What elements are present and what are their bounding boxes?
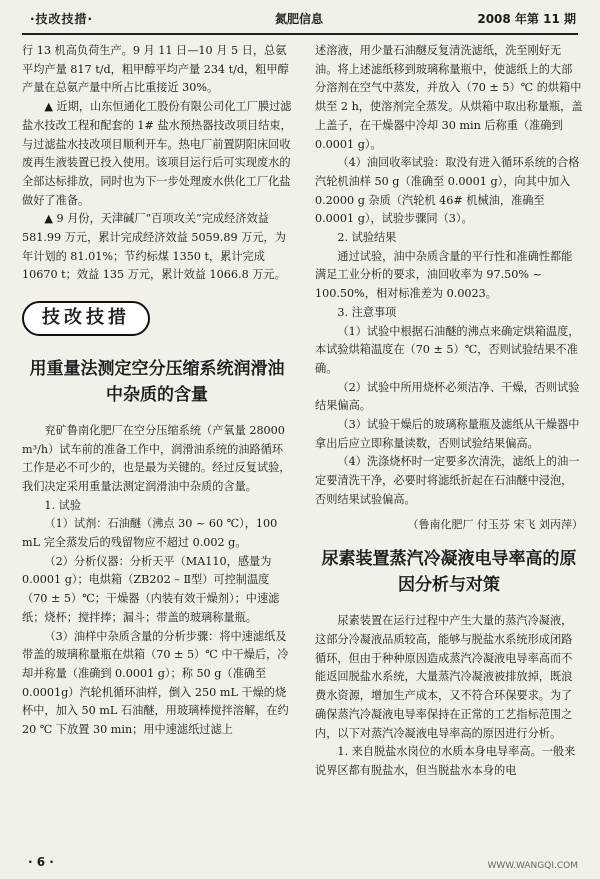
section-banner: 技改技措 [22, 301, 150, 336]
paragraph: 通过试验，油中杂质含量的平行性和准确性都能满足工业分析的要求，油回收率为 97.50% ~ 100.50%，相对标准差为 0.0023。 [315, 249, 573, 301]
subheading: 2. 试验结果 [337, 231, 397, 245]
header-section-label: ·技改技措· [30, 12, 94, 26]
header-journal-title: 氮肥信息 [275, 12, 324, 26]
header-divider [22, 33, 578, 35]
paragraph: 行 13 机高负荷生产。9 月 11 日—10 月 5 日，总氨平均产量 817 t/d，粗甲醇平均产量 234 t/d，粗甲醇产量在总氨产量中所占比重接近 30%。 [22, 44, 289, 95]
paragraph: （1）试剂：石油醚（沸点 30 ~ 60 ℃），100 mL 完全蒸发后的残留物应不超过 0.002 g。 [22, 517, 278, 550]
news-item: ▲ 9 月份，天津碱厂“百项攻关”完成经济效益 581.99 万元，累计完成经济效益 5059.89 万元，为年计划的 81.01%；节约标煤 1350 t，累计完成 10670 t；效益 135 万元，累计效益 1066.8 万元。 [22, 212, 286, 282]
author-credit: （鲁南化肥厂 付玉芬 宋飞 刘丙萍） [407, 517, 583, 531]
paragraph: 尿素装置在运行过程中产生大量的蒸汽冷凝液，这部分冷凝液品质较高，能够与脱盐水系统形成闭路循环，但由于种种原因造成蒸汽冷凝液电导率高而不能返回脱盐水系统，大量蒸汽冷凝液被排放掉，既浪费水资源，增加生产成本，又不符合环保要求。为了确保蒸汽冷凝液电导率保持在正常的工艺指标范围之内，以下对蒸汽冷凝液电导率高的原因进行分析。 [315, 614, 573, 740]
paragraph: 兖矿鲁南化肥厂在空分压缩系统（产氧量 28000 m³/h）试车前的准备工作中，润滑油系统的油路循环工作是必不可少的，也是最为关键的。经过反复试验，我们决定采用重量法测定润滑油中杂质的含量。 [22, 423, 291, 493]
paragraph: （4）油回收率试验：取没有进入循环系统的合格汽轮机油样 50 g（准确至 0.0001 g），向其中加入 0.2000 g 杂质（汽轮机 46# 机械油，准确至 0.0001 g），试验步骤同（3）。 [315, 156, 580, 226]
subheading: 3. 注意事项 [337, 305, 397, 319]
article-title: 尿素装置蒸汽冷凝液电导率高的原因分析与对策 [321, 549, 577, 596]
page-number: · 6 · [28, 855, 54, 869]
paragraph: （4）洗涤烧杯时一定要多次清洗，滤纸上的油一定要清洗干净，必要时将滤纸折起在石油醚中浸泡，否则结果试验偏高。 [315, 455, 580, 506]
paragraph: （2）分析仪器：分析天平（MA110，感量为 0.0001 g）；电烘箱（ZB202 – Ⅱ型）可控制温度（70 ± 5）℃；干燥器（内装有效干燥剂）；中速滤纸；烧杯；搅拌捧；漏斗；带盖的玻璃称量瓶。 [22, 554, 280, 624]
article-title: 用重量法测定空分压缩系统润滑油中杂质的含量 [29, 358, 285, 405]
watermark: WWW.WANGQI.COM [487, 861, 578, 871]
left-column [22, 42, 292, 740]
paragraph: （3）油样中杂质含量的分析步骤：将中速滤纸及带盖的玻璃称量瓶在烘箱（70 ± 5）℃ 中干燥后，冷却并称量（准确到 0.0001 g）；称 50 g（准确至 0.0001g）汽轮机循环油样，倒入 250 mL 干燥的烧杯中，加入 50 mL 石油醚，用玻璃棒搅拌溶解，在约 20 ℃ 下放置 30 min；用中速滤纸过滤上 [22, 629, 289, 737]
paragraph: （1）试验中根据石油醚的沸点来确定烘箱温度，本试验烘箱温度在（70 ± 5）℃，否则试验结果不准确。 [315, 324, 580, 375]
paragraph: （3）试验干燥后的玻璃称量瓶及滤纸从干燥器中拿出后应立即称量读数，否则试验结果偏高。 [315, 418, 580, 450]
page-header [0, 0, 600, 34]
subheading: 1. 试验 [44, 498, 81, 512]
paragraph: （2）试验中所用烧杯必须洁净、干燥，否则试验结果偏高。 [315, 380, 580, 413]
header-issue: 2008 年第 11 期 [477, 12, 576, 26]
paragraph: 1. 来自脱盐水岗位的水质本身电导率高。一般来说界区都有脱盐水，但当脱盐水本身的电 [315, 745, 576, 777]
paragraph: 述溶液，用少量石油醚反复清洗滤纸，洗至刚好无油。将上述滤纸移到玻璃称量瓶中，使滤纸上的大部分溶剂在空气中蒸发，并放入（70 ± 5）℃ 的烘箱中烘至 2 h，使溶剂完全蒸发。从烘箱中取出称量瓶，盖上盖子，在干燥器中冷却 30 min 后称重（准确到 0.0001 g）。 [315, 44, 583, 151]
news-item: ▲ 近期，山东恒通化工股份有限公司化工厂膜过滤盐水技改工程和配套的 1# 盐水预热器技改项目结束，与过滤盐水技改项目顺利开车。热电厂前置阴阳床回收废再生液装置已投入使用。该项目运行后可实现废水的全部达标排放，同时也为下一步处理废水供化工厂化盐做好了准备。 [22, 100, 292, 207]
right-column [315, 42, 583, 781]
